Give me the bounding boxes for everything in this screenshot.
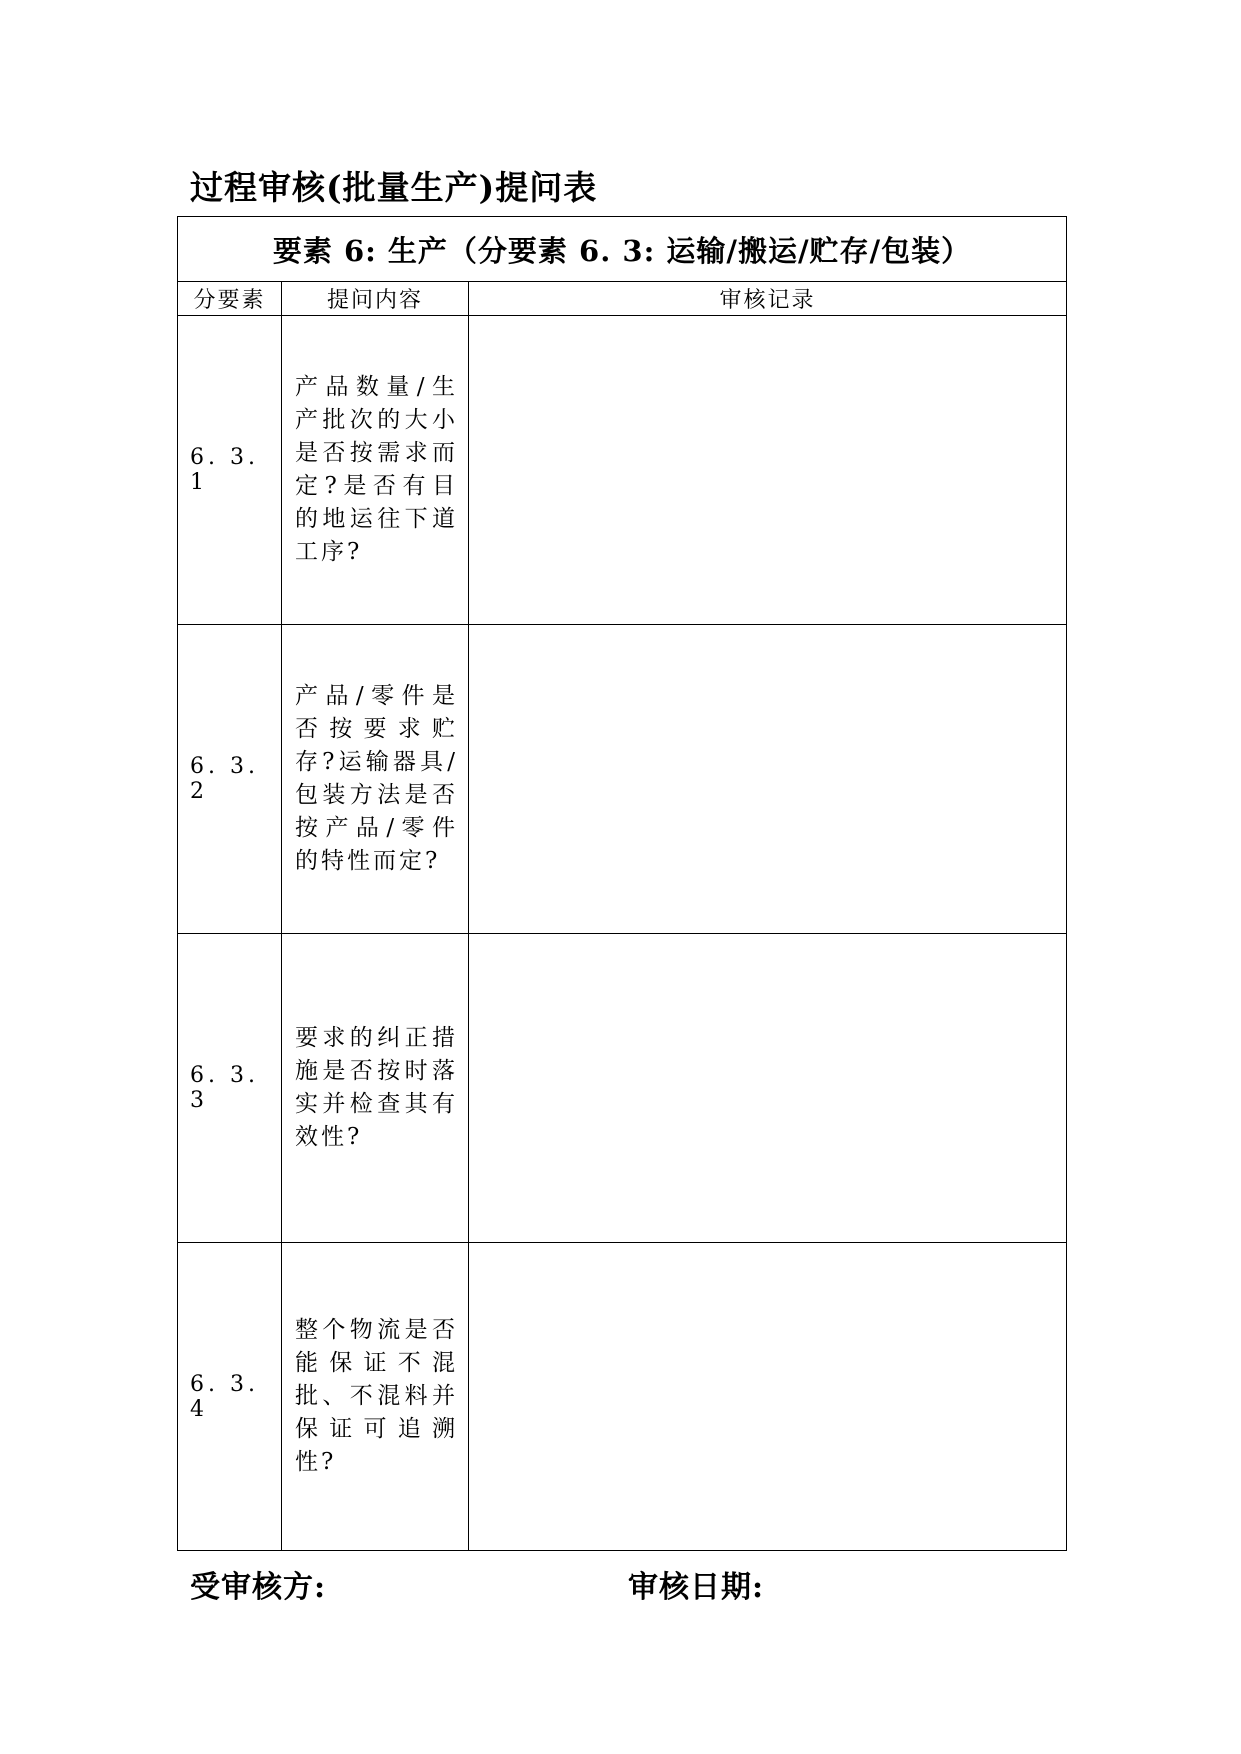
audit-record-field[interactable]	[469, 934, 1067, 1243]
header-record: 审核记录	[469, 282, 1067, 316]
sub-element-code: 6. 3. 2	[178, 625, 282, 934]
section-heading: 要素 6: 生产（分要素 6. 3: 运输/搬运/贮存/包装）	[178, 217, 1067, 282]
header-sub-element: 分要素	[178, 282, 282, 316]
auditee-label: 受审核方:	[190, 1570, 327, 1605]
sub-element-code: 6. 3. 4	[178, 1243, 282, 1551]
header-question: 提问内容	[282, 282, 469, 316]
question-text: 整个物流是否能保证不混批、不混料并保证可追溯性?	[282, 1243, 469, 1551]
sub-element-code: 6. 3. 3	[178, 934, 282, 1243]
audit-record-field[interactable]	[469, 625, 1067, 934]
table-row	[178, 316, 1067, 625]
section-heading-row	[178, 217, 1067, 282]
document-title: 过程审核(批量生产)提问表	[190, 168, 598, 207]
question-text: 产品数量/生产批次的大小是否按需求而定?是否有目的地运往下道工序?	[282, 316, 469, 625]
audit-date-label: 审核日期:	[628, 1570, 765, 1605]
table-header-row	[178, 282, 1067, 316]
sub-element-code: 6. 3. 1	[178, 316, 282, 625]
audit-question-table	[177, 216, 1067, 1551]
table-row	[178, 934, 1067, 1243]
audit-record-field[interactable]	[469, 316, 1067, 625]
audit-record-field[interactable]	[469, 1243, 1067, 1551]
table-row	[178, 625, 1067, 934]
question-text: 要求的纠正措施是否按时落实并检查其有效性?	[282, 934, 469, 1243]
table-row	[178, 1243, 1067, 1551]
question-text: 产品/零件是否按要求贮存?运输器具/包装方法是否按产品/零件的特性而定?	[282, 625, 469, 934]
